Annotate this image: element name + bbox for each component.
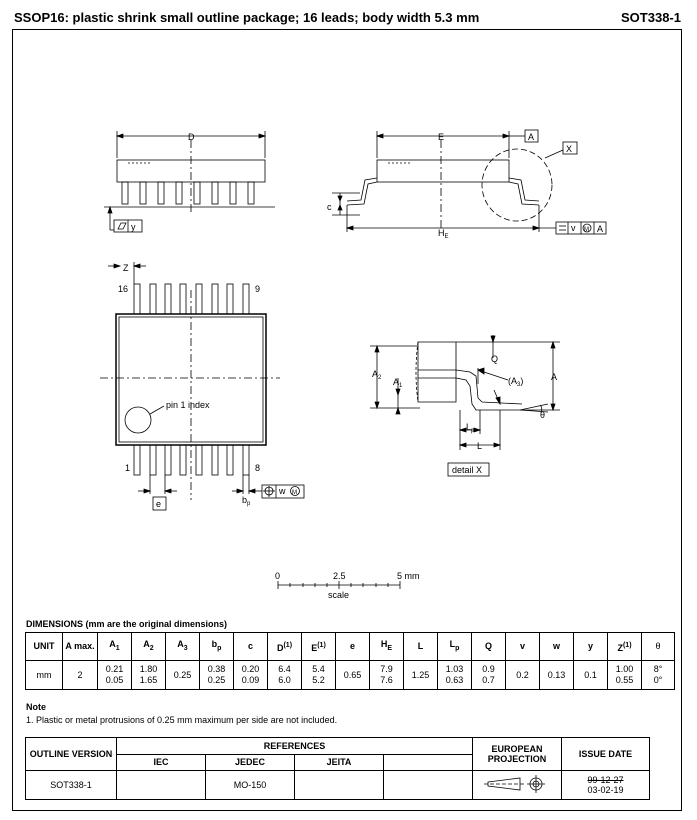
- label-pin16: 16: [118, 284, 129, 294]
- references-blank-value: [384, 771, 473, 800]
- label-w-M: M: [292, 490, 297, 496]
- cell-w: 0.13: [540, 661, 574, 690]
- note-text: 1. Plastic or metal protrusions of 0.25 mm maximum per side are not included.: [26, 715, 338, 725]
- scale-tick-0: 0: [275, 571, 281, 581]
- header-L: L: [404, 633, 438, 661]
- outline-table: [25, 737, 650, 800]
- cell-A1: 0.21 0.05: [98, 661, 132, 690]
- header-bp: $b_p$: [200, 633, 234, 661]
- label-theta: θ: [540, 410, 546, 420]
- dimensions-table: [25, 632, 675, 690]
- label-HE: $H_E$: [438, 228, 449, 240]
- label-bp: $b_p$: [242, 495, 251, 507]
- issue-date-new: 03-02-19: [587, 785, 624, 795]
- jedec-value: MO-150: [206, 771, 295, 800]
- cell-e: 0.65: [336, 661, 370, 690]
- dimensions-data-row: [26, 661, 675, 690]
- label-e: e: [156, 499, 162, 509]
- label-A2: $A_2$: [372, 369, 382, 381]
- cell-unit: mm: [26, 661, 63, 690]
- label-pin8: 8: [255, 463, 261, 473]
- header-A: A max.: [63, 633, 98, 661]
- issue-date-header: ISSUE DATE: [562, 738, 650, 771]
- detail-x: [370, 335, 560, 476]
- package-code: SOT338-1: [621, 10, 681, 25]
- cell-Q: 0.9 0.7: [472, 661, 506, 690]
- cell-A2: 1.80 1.65: [132, 661, 166, 690]
- label-w: w: [279, 486, 286, 496]
- cell-bp: 0.38 0.25: [200, 661, 234, 690]
- label-A1: $A_1$: [393, 377, 403, 389]
- label-M: M: [584, 227, 589, 233]
- label-v: v: [571, 223, 576, 233]
- iec-header: IEC: [117, 754, 206, 771]
- label-c: c: [327, 202, 332, 212]
- cell-E: 5.4 5.2: [302, 661, 336, 690]
- outline-version-value: SOT338-1: [26, 771, 117, 800]
- label-Z: Z: [123, 263, 129, 273]
- label-D: D: [188, 132, 195, 142]
- references-header: REFERENCES: [117, 738, 473, 755]
- header-Lp: $L_p$: [438, 633, 472, 661]
- label-X-box: X: [566, 144, 573, 154]
- header-c: c: [234, 633, 268, 661]
- label-A3: $(A_3)$: [508, 376, 524, 388]
- jeita-header: JEITA: [295, 754, 384, 771]
- top-view: [100, 262, 304, 510]
- header-w: w: [540, 633, 574, 661]
- label-pin9: 9: [255, 284, 261, 294]
- label-pin1: 1: [125, 463, 131, 473]
- end-view: [332, 130, 606, 234]
- page-title: SSOP16: plastic shrink small outline package; 16 leads; body width 5.3 mm: [14, 10, 480, 25]
- header-A2: $A_2$: [132, 633, 166, 661]
- header-Z: $Z^{(1)}$: [608, 633, 642, 661]
- header-A3: $A_3$: [166, 633, 200, 661]
- european-projection-header: EUROPEAN PROJECTION: [473, 738, 562, 771]
- header-theta: θ: [642, 633, 675, 661]
- header-v: v: [506, 633, 540, 661]
- jedec-header: JEDEC: [206, 754, 295, 771]
- label-Q: Q: [491, 354, 499, 364]
- note-title: Note: [26, 702, 46, 712]
- header-HE: $H_E$: [370, 633, 404, 661]
- european-projection-symbol: [473, 771, 562, 800]
- header-Q: Q: [472, 633, 506, 661]
- issue-date-value: [562, 771, 650, 800]
- label-detail: detail X: [452, 465, 483, 475]
- cell-HE: 7.9 7.6: [370, 661, 404, 690]
- cell-theta: 8° 0°: [642, 661, 675, 690]
- scale-bar: [278, 581, 400, 589]
- label-y: y: [131, 222, 136, 232]
- label-A-box: A: [528, 132, 535, 142]
- label-L: L: [477, 441, 483, 451]
- outline-version-header: OUTLINE VERSION: [26, 738, 117, 771]
- cell-A3: 0.25: [166, 661, 200, 690]
- label-A-side: A: [551, 372, 558, 382]
- header-A1: $A_1$: [98, 633, 132, 661]
- scale-tick-5: 5 mm: [397, 571, 420, 581]
- label-E: E: [438, 132, 445, 142]
- references-blank: [384, 754, 473, 771]
- header-y: y: [574, 633, 608, 661]
- cell-L: 1.25: [404, 661, 438, 690]
- scale-tick-2-5: 2.5: [333, 571, 346, 581]
- dimensions-header-row: [26, 633, 675, 661]
- cell-y: 0.1: [574, 661, 608, 690]
- cell-Lp: 1.03 0.63: [438, 661, 472, 690]
- cell-A: 2: [63, 661, 98, 690]
- scale-label: scale: [328, 590, 350, 600]
- header-D: $D^{(1)}$: [268, 633, 302, 661]
- cell-v: 0.2: [506, 661, 540, 690]
- projection-icon: [482, 774, 552, 794]
- header-unit: UNIT: [26, 633, 63, 661]
- label-A-ref: A: [597, 224, 604, 234]
- cell-D: 6.4 6.0: [268, 661, 302, 690]
- header-e: e: [336, 633, 370, 661]
- iec-value: [117, 771, 206, 800]
- label-Lp: $L_p$: [466, 422, 475, 434]
- side-view: [104, 131, 275, 232]
- cell-c: 0.20 0.09: [234, 661, 268, 690]
- dimensions-title: DIMENSIONS (mm are the original dimensions): [26, 619, 228, 629]
- header-E: $E^{(1)}$: [302, 633, 336, 661]
- cell-Z: 1.00 0.55: [608, 661, 642, 690]
- issue-date-old: 99-12-27: [587, 775, 624, 785]
- jeita-value: [295, 771, 384, 800]
- label-pin1-index: pin 1 index: [166, 400, 210, 410]
